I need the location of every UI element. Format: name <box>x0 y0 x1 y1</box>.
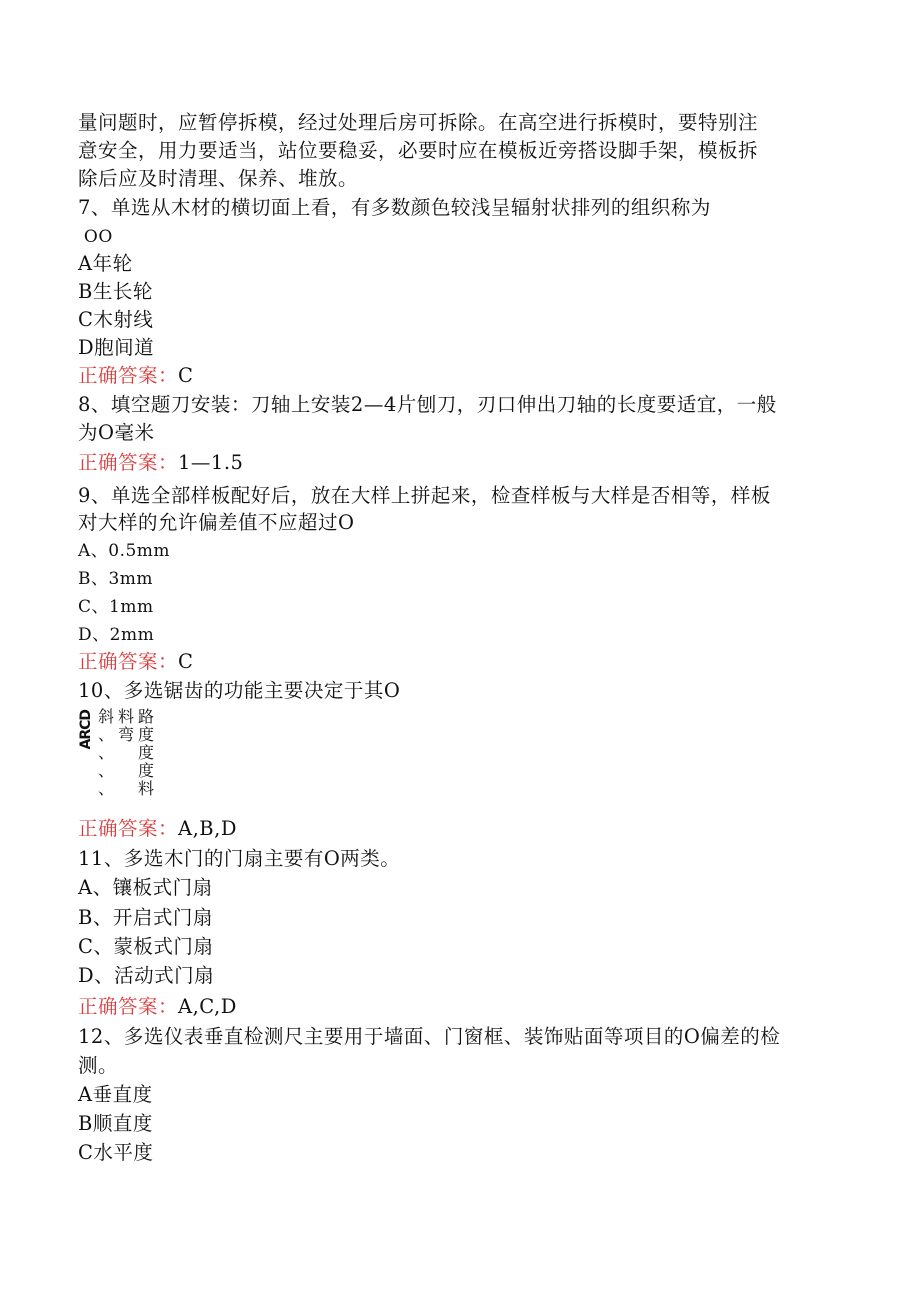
q10-glyph: 度 <box>138 743 155 762</box>
answer-value: A,B,D <box>178 817 237 840</box>
q11-option-c: C、蒙板式门扇 <box>78 935 214 958</box>
q12-option-b: B顺直度 <box>78 1112 153 1135</box>
q11-option-d: D、活动式门扇 <box>78 964 215 987</box>
intro-line-2: 意安全，用力要适当，站位要稳妥，必要时应在模板近旁搭设脚手架，模板拆 <box>78 139 759 162</box>
q10-glyph: 斜 <box>98 707 115 726</box>
q12-option-a: A垂直度 <box>78 1083 153 1106</box>
q12-stem: 12、多选仪表垂直检测尺主要用于墙面、门窗框、装饰贴面等项目的O偏差的检 <box>78 1025 781 1048</box>
q9-option-b: B、3mm <box>78 569 154 589</box>
q10-glyph: 、 <box>98 779 115 798</box>
answer-label: 正确答案： <box>78 364 179 387</box>
answer-label: 正确答案： <box>78 451 179 474</box>
q10-glyph: 度 <box>138 761 155 780</box>
answer-label: 正确答案： <box>78 995 179 1018</box>
q7-option-c: C木射线 <box>78 308 154 331</box>
q9-answer <box>78 649 193 675</box>
q10-glyph: 路 <box>138 707 155 726</box>
q10-option-letters: ARCD <box>78 710 94 750</box>
q11-option-a: A、镶板式门扇 <box>78 876 213 899</box>
q9-option-d: D、2mm <box>78 625 155 645</box>
answer-value: C <box>178 364 194 387</box>
q10-stem: 10、多选锯齿的功能主要决定于其O <box>78 679 401 702</box>
q10-glyph: 弯 <box>118 725 135 744</box>
q9-stem: 9、单选全部样板配好后，放在大样上拼起来，检查样板与大样是否相等，样板 <box>78 484 771 507</box>
q10-col-2 <box>118 708 134 744</box>
q9-option-c: C、1mm <box>78 597 154 617</box>
q10-glyph: 料 <box>118 707 135 726</box>
q10-col-3 <box>138 708 154 798</box>
q7-stem: 7、单选从木材的横切面上看，有多数颜色较浅呈辐射状排列的组织称为 <box>78 196 711 219</box>
q7-option-b: B生长轮 <box>78 280 153 303</box>
answer-value: 1—1.5 <box>178 451 244 474</box>
intro-line-1: 量问题时，应暂停拆模，经过处理后房可拆除。在高空进行拆模时，要特别注 <box>78 111 759 134</box>
q7-stem-cont: OO <box>78 227 113 247</box>
q10-answer <box>78 816 237 842</box>
q10-glyph: 度 <box>138 725 155 744</box>
answer-value: A,C,D <box>178 995 237 1018</box>
q7-option-d: D胞间道 <box>78 336 155 359</box>
q10-glyph: 料 <box>138 779 155 798</box>
q11-option-b: B、开启式门扇 <box>78 906 213 929</box>
q10-col-1 <box>98 708 114 798</box>
q10-glyph: 、 <box>98 725 115 744</box>
answer-label: 正确答案： <box>78 817 179 840</box>
q7-option-a: A年轮 <box>78 252 133 275</box>
q11-stem: 11、多选木门的门扇主要有O两类。 <box>78 847 401 870</box>
answer-label: 正确答案： <box>78 650 179 673</box>
q8-stem: 8、填空题刀安装：刀轴上安装2—4片刨刀，刃口伸出刀轴的长度要适宜，一般 <box>78 393 777 416</box>
q12-option-c: C水平度 <box>78 1141 154 1164</box>
q9-option-a: A、0.5mm <box>78 541 171 561</box>
q7-answer <box>78 363 193 389</box>
q10-garbled-options <box>78 706 198 806</box>
intro-line-3: 除后应及时清理、保养、堆放。 <box>78 167 359 190</box>
q9-stem-cont: 对大样的允许偏差值不应超过O <box>78 511 355 534</box>
q8-answer <box>78 450 243 476</box>
q10-glyph: 、 <box>98 761 115 780</box>
q10-glyph: 、 <box>98 743 115 762</box>
q11-answer <box>78 994 237 1020</box>
q12-stem-cont: 测。 <box>78 1054 119 1077</box>
answer-value: C <box>178 650 194 673</box>
q8-stem-cont: 为O毫米 <box>78 421 155 444</box>
